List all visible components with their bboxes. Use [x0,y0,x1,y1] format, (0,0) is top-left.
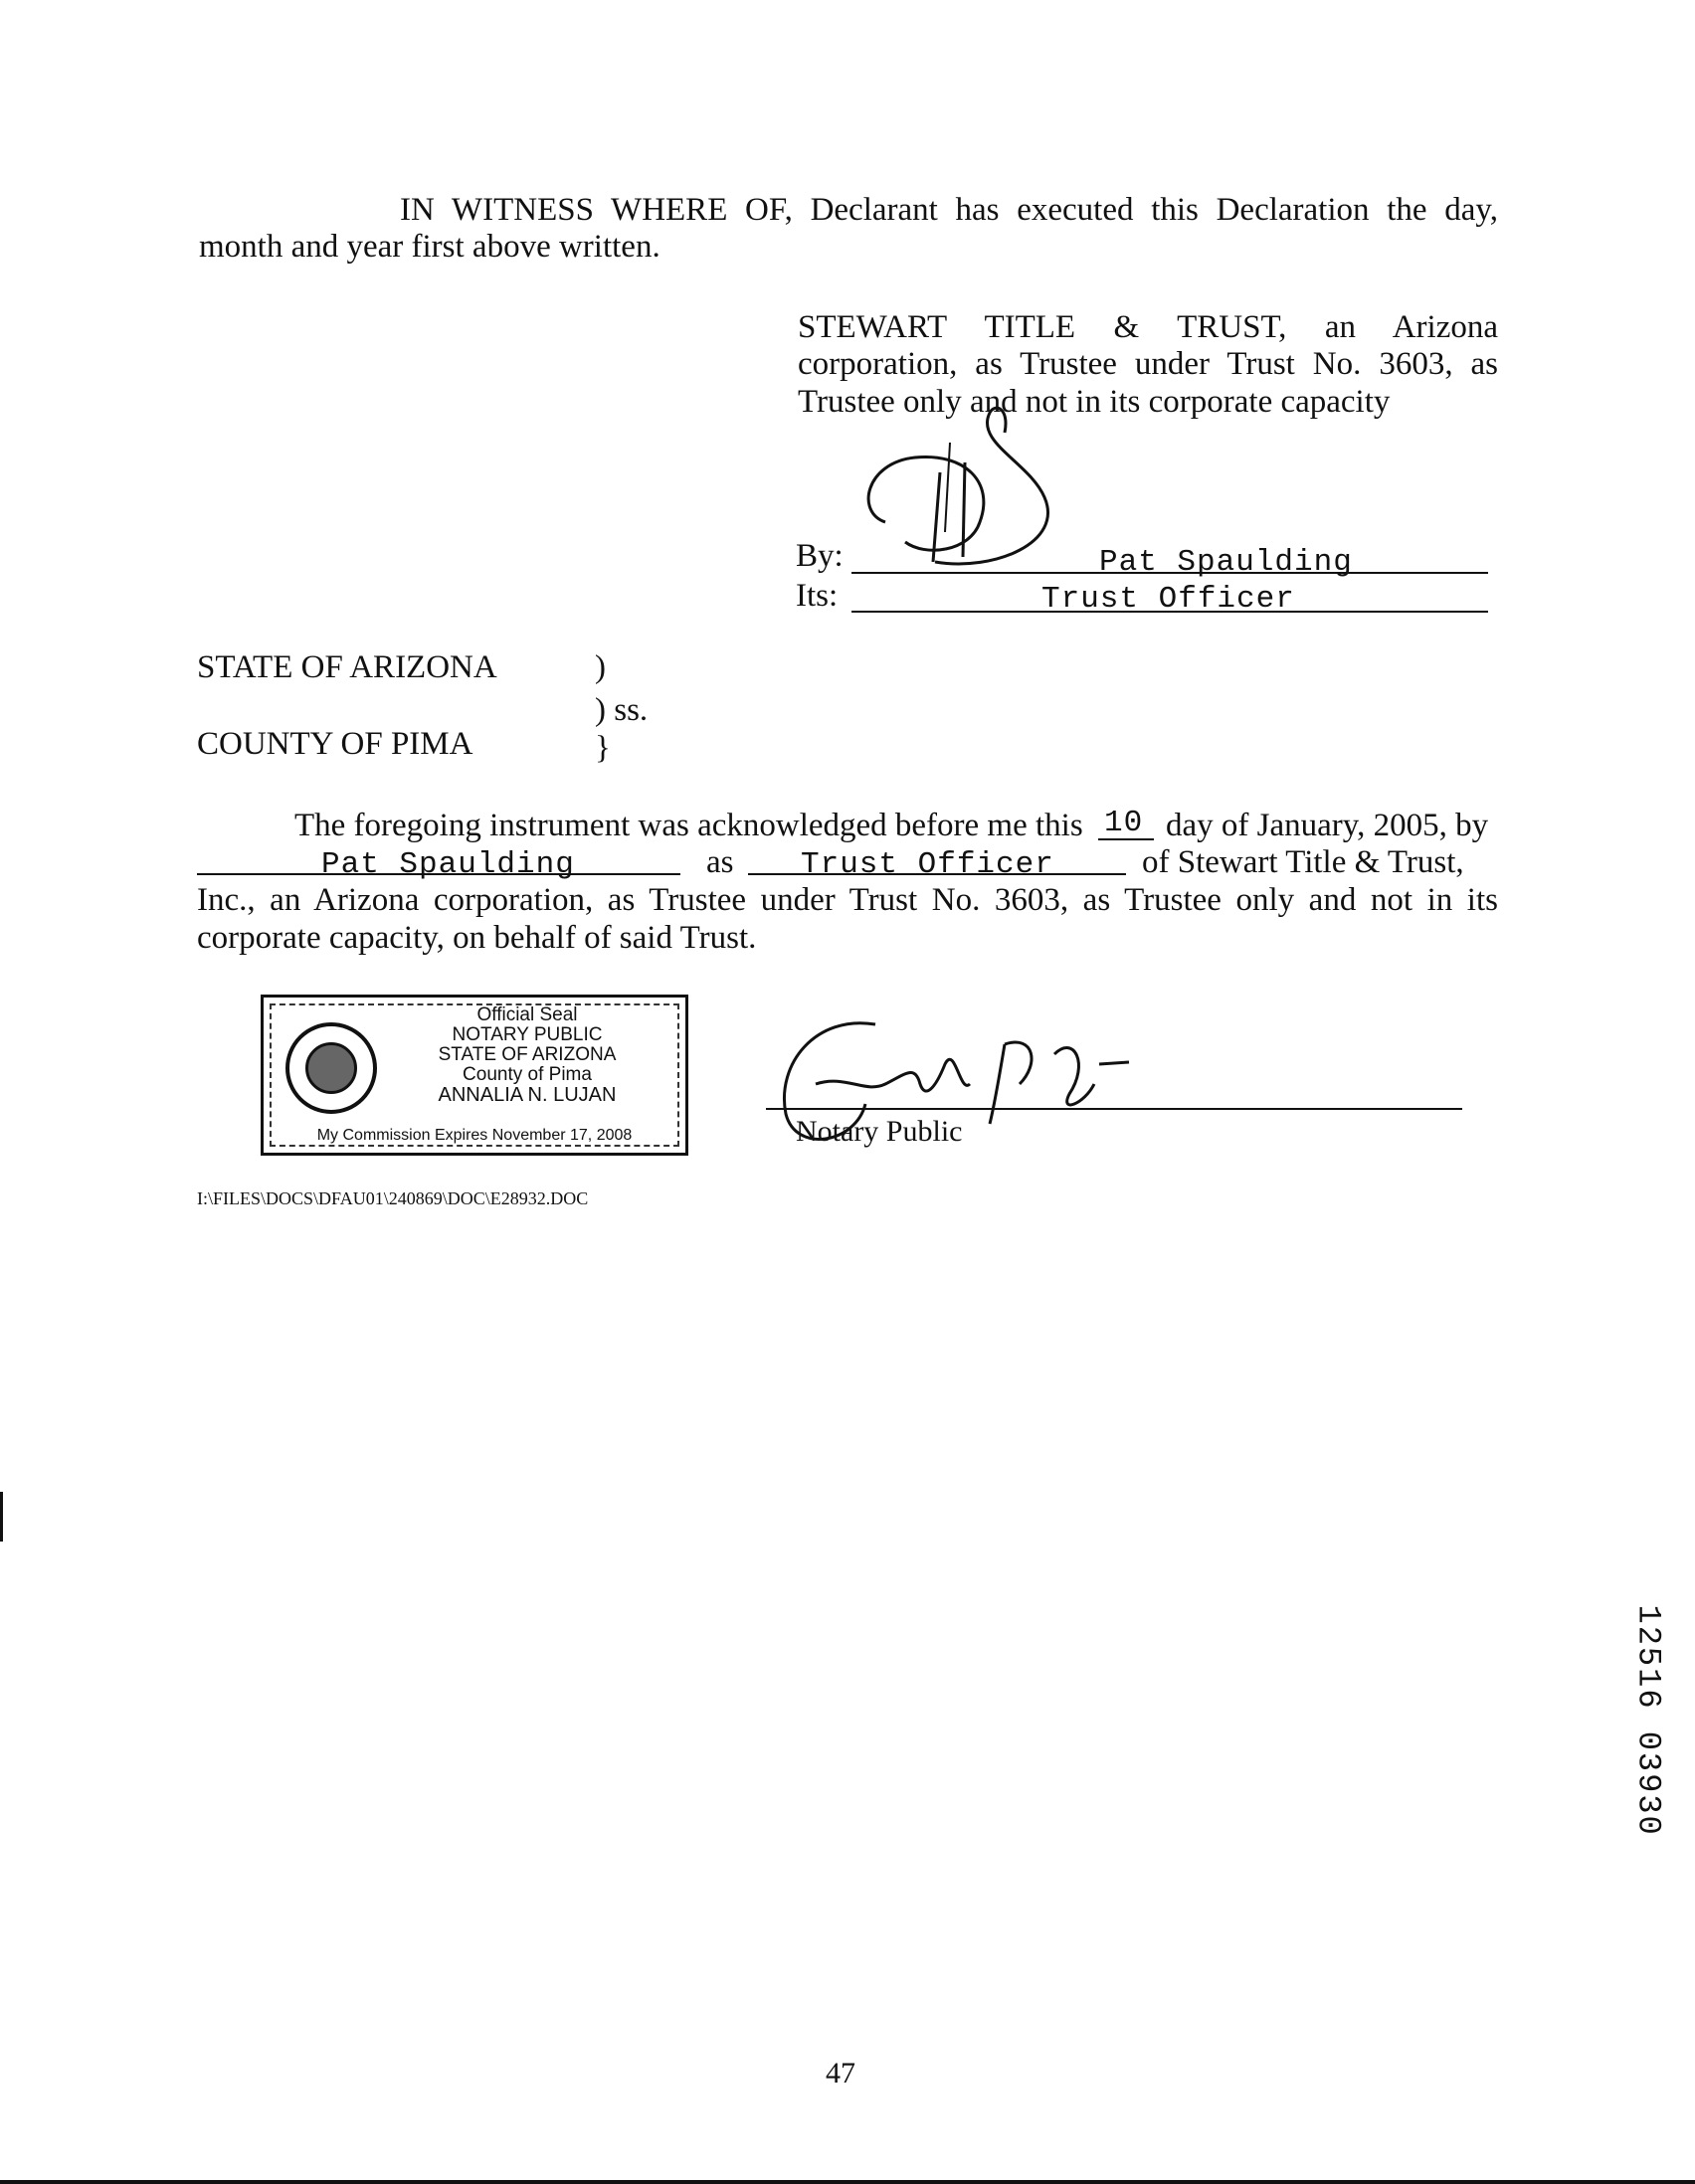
venue-paren-3: } [595,730,611,766]
ack-title: Trust Officer [801,847,1054,882]
seal-text [383,1005,671,1105]
venue-state: STATE OF ARIZONA [197,649,497,685]
by-value: Pat Spaulding [1099,545,1353,580]
venue-paren-2: ) ss. [595,692,649,728]
venue-paren-1: ) [595,649,606,685]
ack-name: Pat Spaulding [321,847,575,882]
trustee-line-1: STEWART TITLE & TRUST, an Arizona [798,309,1498,345]
seal-center-icon [305,1042,357,1094]
ack-line4: corporate capacity, on behalf of said Trust. [197,920,757,956]
ack-as: as [706,844,734,880]
page-number: 47 [826,2057,855,2090]
ack-day-line [1098,838,1154,840]
ack-day: 10 [1104,806,1144,840]
its-value: Trust Officer [1041,582,1295,617]
file-path: I:\FILES\DOCS\DFAU01\240869\DOC\E28932.DOC [197,1188,589,1208]
ack-of: of Stewart Title & Trust, [1142,844,1464,880]
seal-line-4: County of Pima [463,1064,592,1085]
scan-edge-mark [0,1492,3,1542]
recording-stamp [1631,1603,1671,1872]
witness-line-1: IN WITNESS WHERE OF, Declarant has executed this Declaration the day, [400,192,1498,228]
notary-label: Notary Public [796,1115,963,1148]
scan-bottom-edge [0,2180,1695,2184]
its-label: Its: [796,578,839,614]
notary-seal [261,995,688,1156]
witness-line-2: month and year first above written. [199,229,660,265]
notary-signature-line [766,1108,1462,1110]
seal-line-6: My Commission Expires November 17, 2008 [316,1127,633,1144]
seal-line-5: ANNALIA N. LUJAN [438,1084,617,1106]
seal-line-2: NOTARY PUBLIC [452,1024,603,1045]
state-seal-emblem-icon [285,1022,377,1114]
trustee-signature [846,403,1084,582]
venue-county: COUNTY OF PIMA [197,726,473,762]
ack-line1-b: day of January, 2005, by [1166,808,1489,843]
trustee-line-2: corporation, as Trustee under Trust No. 3603, as [798,346,1498,382]
trustee-line-3: Trustee only and not in its corporate capacity [798,384,1391,420]
seal-line-1: Official Seal [476,1004,578,1025]
ack-line1-a: The foregoing instrument was acknowledged before me this [294,808,1083,843]
seal-line-3: STATE OF ARIZONA [438,1044,617,1065]
by-label: By: [796,538,844,574]
ack-line3: Inc., an Arizona corporation, as Trustee under Trust No. 3603, as Trustee only and not in its [197,882,1498,918]
recording-stamp-text: 12516 03930 [1629,1604,1667,1837]
